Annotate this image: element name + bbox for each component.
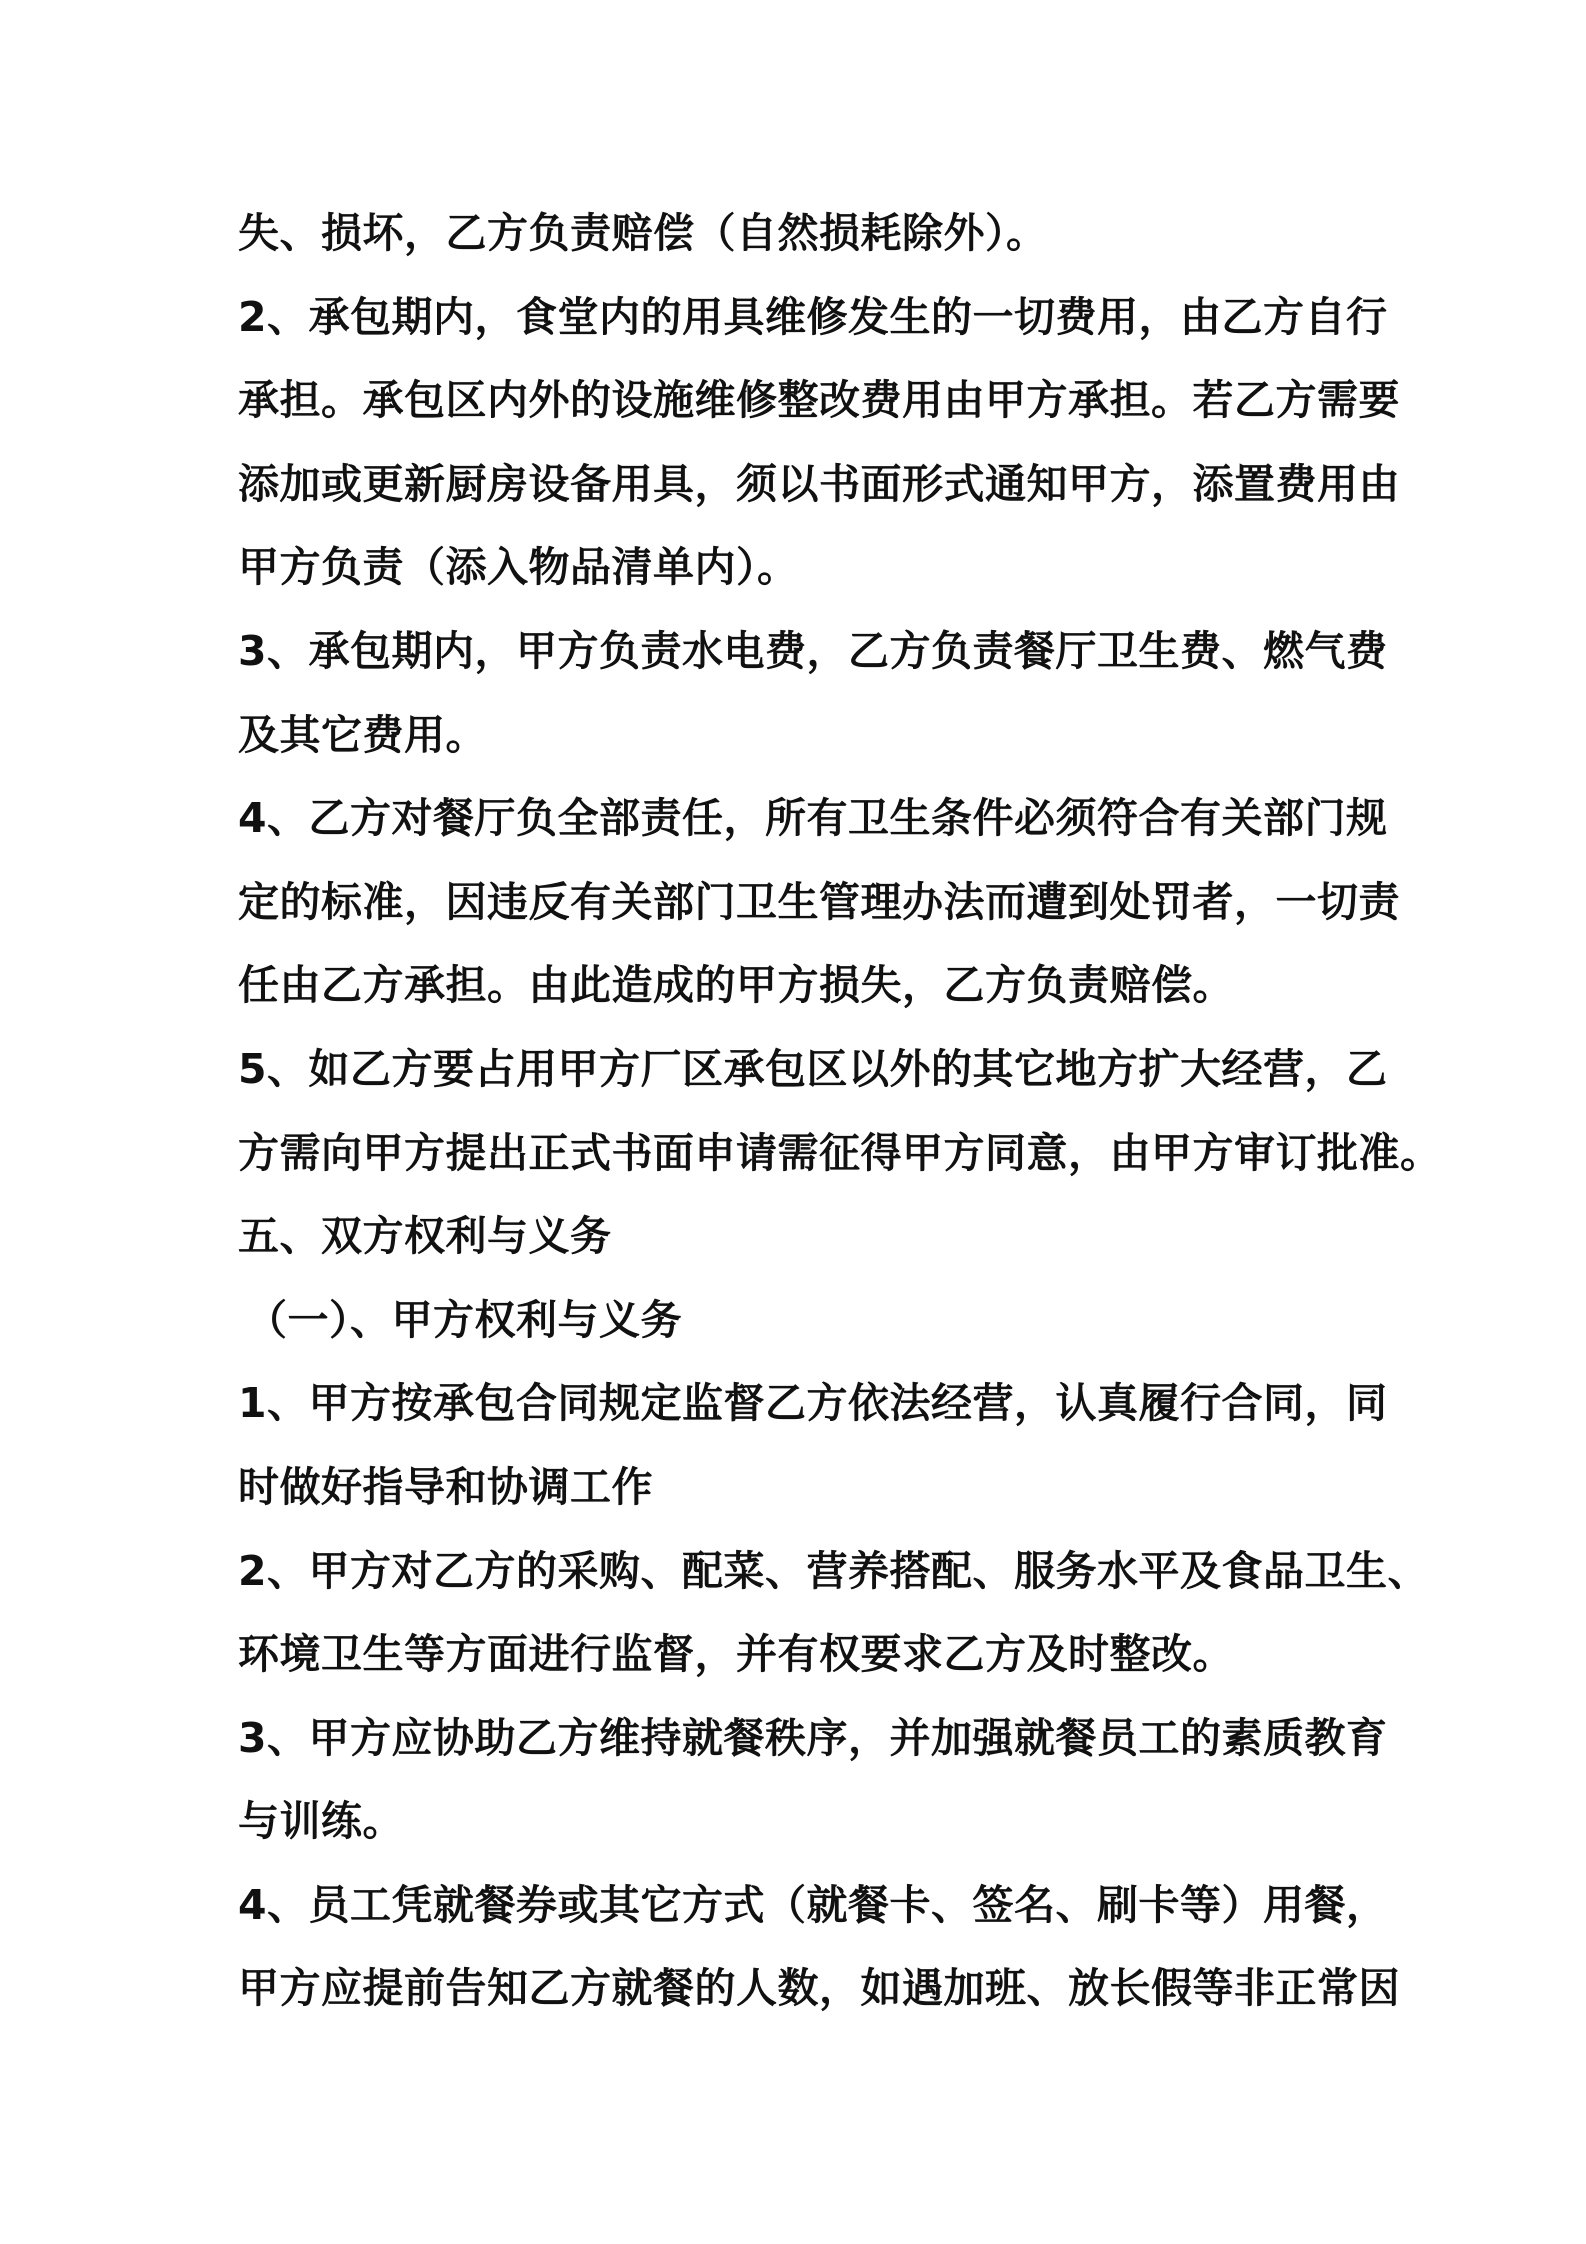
text-line: 3、承包期内，甲方负责水电费，乙方负责餐厅卫生费、燃气费: [238, 626, 1388, 675]
text-line: 环境卫生等方面进行监督，并有权要求乙方及时整改。: [238, 1630, 1234, 1679]
text-line: 2、甲方对乙方的采购、配菜、营养搭配、服务水平及食品卫生、: [238, 1546, 1430, 1595]
text-line: 承担。承包区内外的设施维修整改费用由甲方承担。若乙方需要: [238, 376, 1400, 425]
text-line: 甲方负责（添入物品清单内）。: [238, 543, 799, 592]
text-line: 与训练。: [238, 1797, 404, 1846]
text-line: 4、员工凭就餐券或其它方式（就餐卡、签名、刷卡等）用餐，: [238, 1880, 1388, 1929]
text-line: 1、甲方按承包合同规定监督乙方依法经营，认真履行合同，同: [238, 1379, 1388, 1428]
text-line: 失、损坏，乙方负责赔偿（自然损耗除外）。: [238, 209, 1048, 257]
text-line: 甲方应提前告知乙方就餐的人数，如遇加班、放长假等非正常因: [238, 1964, 1400, 2013]
text-line: 3、甲方应协助乙方维持就餐秩序，并加强就餐员工的素质教育: [238, 1713, 1388, 1762]
text-line: 定的标准，因违反有关部门卫生管理办法而遭到处罚者，一切责: [238, 877, 1400, 926]
text-line: 及其它费用。: [238, 710, 487, 759]
subsection-heading: （一）、甲方权利与义务: [246, 1295, 682, 1344]
text-line: 时做好指导和协调工作: [238, 1462, 653, 1511]
text-line: 任由乙方承担。由此造成的甲方损失，乙方负责赔偿。: [238, 961, 1234, 1010]
text-line: 方需向甲方提出正式书面申请需征得甲方同意，由甲方审订批准。: [238, 1128, 1442, 1177]
section-heading: 五、双方权利与义务: [238, 1212, 612, 1261]
text-line: 添加或更新厨房设备用具，须以书面形式通知甲方，添置费用由: [238, 459, 1400, 508]
text-line: 5、如乙方要占用甲方厂区承包区以外的其它地方扩大经营，乙: [238, 1044, 1388, 1093]
text-line: 2、承包期内，食堂内的用具维修发生的一切费用，由乙方自行: [238, 292, 1388, 341]
contract-text-body: [238, 192, 1442, 2031]
text-line: 4、乙方对餐厅负全部责任，所有卫生条件必须符合有关部门规: [238, 794, 1388, 843]
